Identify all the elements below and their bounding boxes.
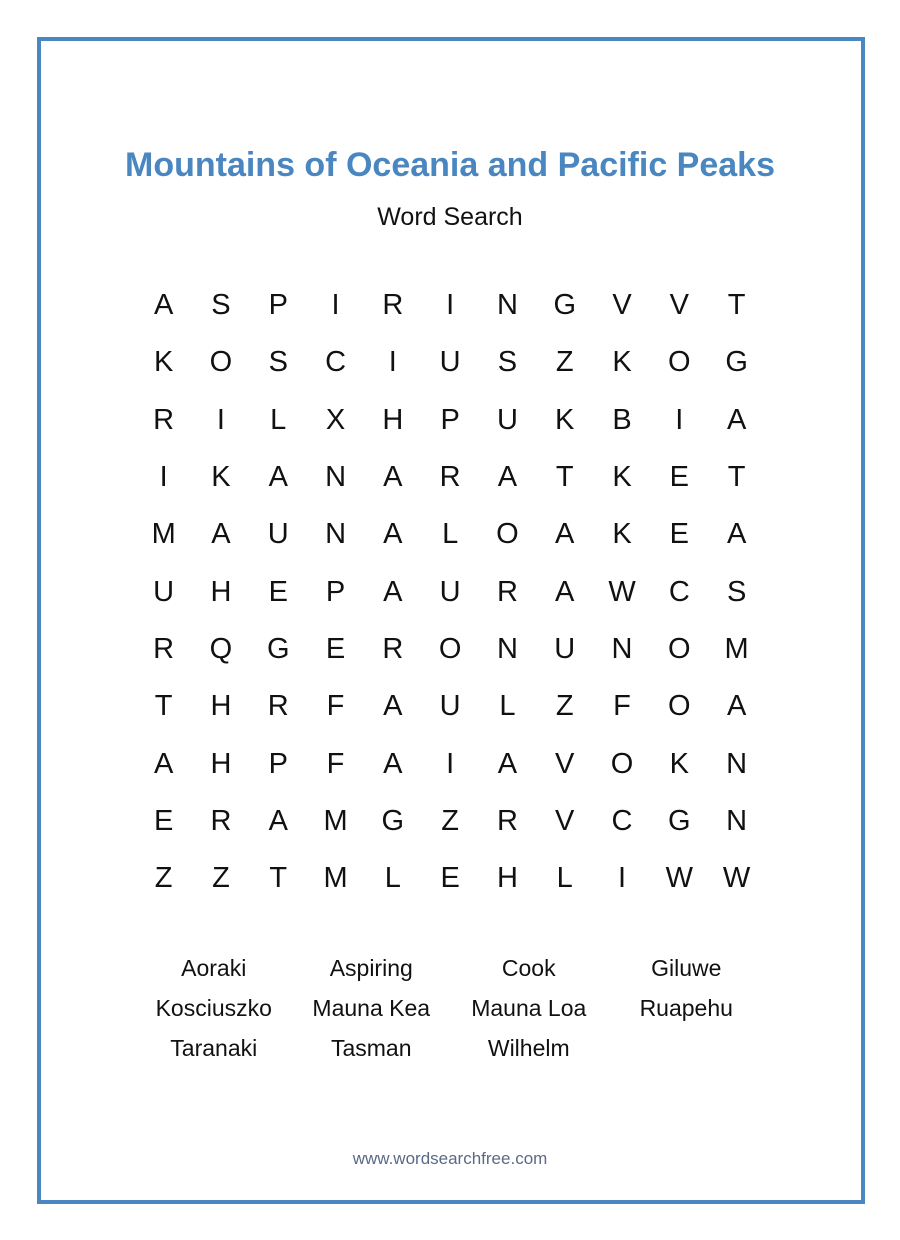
grid-cell[interactable]: M: [323, 804, 348, 837]
grid-cell[interactable]: N: [726, 804, 748, 837]
word-list-item: Cook: [501, 955, 556, 981]
grid-cell[interactable]: W: [665, 862, 693, 895]
grid-cell[interactable]: Z: [555, 346, 574, 379]
letter-grid: [135, 277, 765, 907]
grid-cell[interactable]: C: [668, 575, 690, 608]
grid-cell[interactable]: I: [159, 461, 168, 494]
grid-cell[interactable]: C: [325, 346, 347, 379]
grid-cell[interactable]: U: [267, 518, 289, 551]
grid-cell[interactable]: R: [153, 403, 175, 436]
grid-cell[interactable]: G: [725, 346, 748, 379]
grid-cell[interactable]: K: [612, 461, 632, 494]
grid-cell[interactable]: K: [555, 403, 575, 436]
grid-cell[interactable]: V: [555, 804, 575, 837]
word-list-item: Taranaki: [170, 1035, 258, 1061]
grid-cell[interactable]: I: [446, 289, 455, 322]
grid-cell[interactable]: P: [268, 289, 288, 322]
grid-cell[interactable]: I: [388, 346, 397, 379]
grid-cell[interactable]: R: [496, 575, 518, 608]
grid-cell[interactable]: I: [617, 862, 627, 895]
grid-cell[interactable]: U: [439, 346, 461, 379]
grid-cell[interactable]: O: [668, 632, 691, 665]
grid-cell[interactable]: Z: [555, 690, 574, 723]
puzzle-subtitle: Word Search: [377, 203, 523, 231]
grid-cell[interactable]: L: [556, 862, 573, 895]
word-list-item: Kosciuszko: [155, 995, 272, 1021]
grid-cell[interactable]: E: [153, 804, 174, 837]
grid-cell[interactable]: L: [270, 403, 287, 436]
grid-cell[interactable]: N: [325, 461, 347, 494]
grid-cell[interactable]: N: [496, 289, 518, 322]
grid-cell[interactable]: A: [726, 690, 747, 723]
grid-cell[interactable]: E: [268, 575, 288, 608]
grid-cell[interactable]: N: [496, 632, 518, 665]
grid-cell[interactable]: I: [675, 403, 684, 436]
footer-url[interactable]: www.wordsearchfree.com: [352, 1149, 548, 1168]
word-list-item: Mauna Loa: [471, 995, 587, 1021]
grid-cell[interactable]: U: [153, 575, 175, 608]
grid-cell[interactable]: Z: [212, 862, 230, 895]
grid-cell[interactable]: G: [381, 804, 405, 837]
grid-cell[interactable]: T: [555, 461, 574, 494]
grid-cell[interactable]: L: [384, 862, 401, 895]
grid-cell[interactable]: S: [268, 346, 288, 379]
grid-cell[interactable]: A: [497, 461, 518, 494]
grid-cell[interactable]: A: [153, 289, 174, 322]
grid-cell[interactable]: A: [497, 747, 518, 780]
grid-cell[interactable]: S: [211, 289, 231, 322]
grid-cell[interactable]: A: [383, 518, 403, 551]
grid-cell[interactable]: E: [669, 518, 689, 551]
grid-cell[interactable]: A: [383, 690, 403, 723]
grid-cell[interactable]: R: [382, 289, 404, 322]
grid-cell[interactable]: E: [325, 632, 346, 665]
grid-cell[interactable]: V: [555, 747, 575, 780]
word-list: [135, 950, 765, 1070]
grid-cell[interactable]: G: [266, 632, 290, 665]
grid-cell[interactable]: Q: [209, 632, 233, 665]
grid-cell[interactable]: I: [331, 289, 340, 322]
grid-cell[interactable]: E: [669, 461, 689, 494]
grid-cell[interactable]: H: [382, 403, 404, 436]
grid-cell[interactable]: O: [209, 346, 233, 379]
grid-cell[interactable]: A: [211, 518, 231, 551]
grid-cell[interactable]: U: [439, 690, 461, 723]
grid-cell[interactable]: H: [210, 747, 232, 780]
grid-cell[interactable]: L: [442, 518, 459, 551]
word-list-item: Giluwe: [651, 955, 722, 981]
grid-cell[interactable]: G: [668, 804, 691, 837]
grid-cell[interactable]: U: [439, 575, 461, 608]
grid-cell[interactable]: K: [669, 747, 689, 780]
grid-cell[interactable]: A: [726, 518, 747, 551]
grid-cell[interactable]: A: [555, 518, 575, 551]
grid-cell[interactable]: Z: [154, 862, 173, 895]
grid-cell[interactable]: G: [553, 289, 576, 322]
grid-cell[interactable]: V: [669, 289, 689, 322]
grid-cell[interactable]: L: [499, 690, 516, 723]
grid-cell[interactable]: H: [210, 575, 232, 608]
grid-cell[interactable]: A: [726, 403, 747, 436]
grid-cell[interactable]: R: [153, 632, 175, 665]
grid-cell[interactable]: S: [726, 575, 747, 608]
grid-cell[interactable]: P: [325, 575, 346, 608]
grid-cell[interactable]: R: [210, 804, 232, 837]
grid-cell[interactable]: P: [440, 403, 460, 436]
grid-cell[interactable]: O: [668, 690, 691, 723]
grid-cell[interactable]: A: [383, 461, 403, 494]
grid-cell[interactable]: P: [268, 747, 288, 780]
grid-cell[interactable]: R: [439, 461, 461, 494]
grid-cell[interactable]: H: [496, 862, 518, 895]
word-list-item: Aspiring: [329, 955, 413, 981]
grid-cell[interactable]: O: [438, 632, 462, 665]
grid-cell[interactable]: O: [496, 518, 519, 551]
grid-cell[interactable]: T: [727, 461, 746, 494]
grid-cell[interactable]: A: [383, 575, 403, 608]
grid-cell[interactable]: R: [267, 690, 289, 723]
grid-cell[interactable]: W: [608, 575, 636, 608]
grid-cell[interactable]: T: [727, 289, 746, 322]
grid-cell[interactable]: K: [153, 346, 174, 379]
grid-cell[interactable]: U: [554, 632, 576, 665]
grid-cell[interactable]: V: [612, 289, 632, 322]
grid-cell[interactable]: M: [323, 862, 348, 895]
grid-cell[interactable]: A: [555, 575, 575, 608]
grid-cell[interactable]: R: [496, 804, 518, 837]
grid-cell[interactable]: N: [325, 518, 347, 551]
grid-cell[interactable]: F: [613, 690, 631, 723]
grid-cell[interactable]: N: [611, 632, 633, 665]
grid-cell[interactable]: I: [216, 403, 225, 436]
grid-cell[interactable]: B: [612, 403, 632, 436]
grid-cell[interactable]: A: [153, 747, 174, 780]
grid-cell[interactable]: C: [611, 804, 633, 837]
grid-cell[interactable]: I: [446, 747, 455, 780]
word-list-item: Ruapehu: [639, 995, 733, 1021]
grid-cell[interactable]: R: [382, 632, 404, 665]
grid-cell[interactable]: Z: [441, 804, 459, 837]
grid-cell[interactable]: K: [211, 461, 231, 494]
word-list-item: Tasman: [330, 1035, 412, 1061]
grid-cell[interactable]: F: [326, 690, 345, 723]
grid-cell[interactable]: F: [326, 747, 345, 780]
puzzle-title: Mountains of Oceania and Pacific Peaks: [125, 146, 775, 184]
grid-cell[interactable]: W: [722, 862, 751, 895]
grid-cell[interactable]: N: [726, 747, 748, 780]
grid-cell[interactable]: S: [497, 346, 518, 379]
grid-cell[interactable]: M: [724, 632, 749, 665]
grid-cell[interactable]: T: [154, 690, 173, 723]
grid-cell[interactable]: U: [496, 403, 518, 436]
grid-cell[interactable]: M: [151, 518, 176, 551]
grid-cell[interactable]: A: [268, 461, 288, 494]
grid-cell[interactable]: K: [612, 518, 632, 551]
grid-cell[interactable]: A: [268, 804, 288, 837]
grid-cell[interactable]: X: [325, 403, 346, 436]
word-list-item: Aoraki: [181, 955, 247, 981]
grid-cell[interactable]: K: [612, 346, 632, 379]
grid-cell[interactable]: E: [440, 862, 460, 895]
grid-cell[interactable]: O: [668, 346, 691, 379]
grid-cell[interactable]: T: [269, 862, 288, 895]
word-list-item: Wilhelm: [487, 1035, 570, 1061]
word-list-item: Mauna Kea: [312, 995, 431, 1021]
grid-cell[interactable]: H: [210, 690, 232, 723]
grid-cell[interactable]: A: [383, 747, 403, 780]
grid-cell[interactable]: O: [610, 747, 634, 780]
